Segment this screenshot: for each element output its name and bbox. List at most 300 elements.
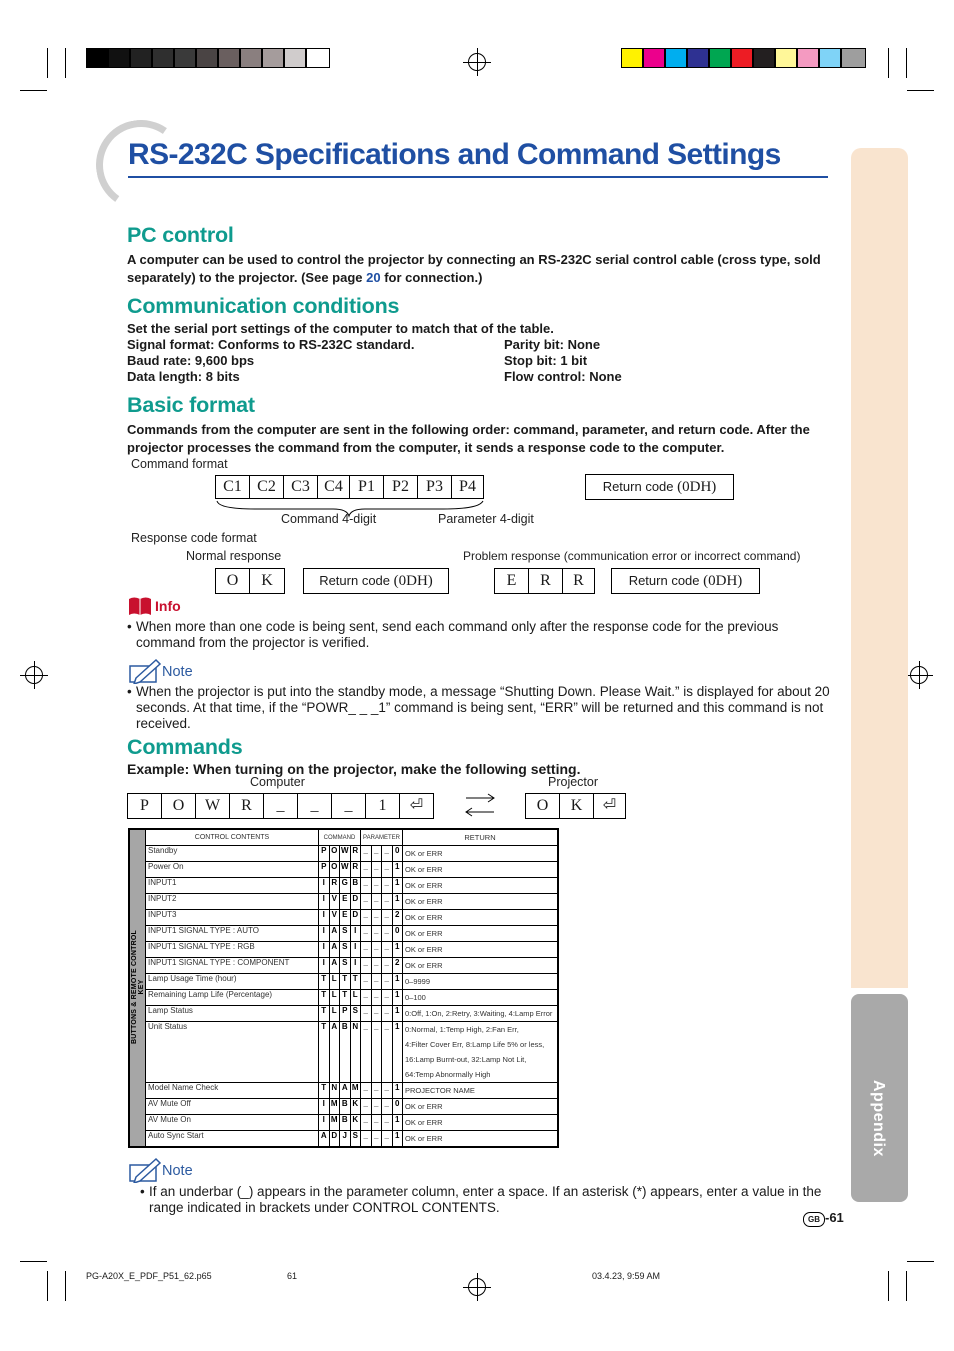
table-row (129, 846, 558, 862)
grayscale-swatch (240, 48, 262, 68)
parameter-char-cell: 1 (392, 894, 403, 910)
grayscale-swatch (262, 48, 284, 68)
parameter-char-cell: 1 (392, 878, 403, 894)
parameter-char-cell: _ (371, 894, 382, 910)
info-label: Info (155, 598, 181, 614)
color-swatch (643, 48, 665, 68)
comm-right-3: Flow control: None (504, 369, 622, 384)
parameter-char-cell: 1 (392, 942, 403, 958)
command-char-cell: B (340, 1022, 351, 1083)
command-char-cell: R (350, 846, 361, 862)
command-char-cell: S (340, 926, 351, 942)
cmd-cell: P4 (459, 478, 476, 495)
command-char-cell: L (350, 990, 361, 1006)
return-cell: PROJECTOR NAME (403, 1083, 559, 1099)
return-cell: 64:Temp Abnormally High (403, 1067, 559, 1083)
parameter-char-cell: _ (361, 910, 372, 926)
info-bullet-text: When more than one code is being sent, send each command only after the response code for the previous command from the projector is verified. (136, 619, 779, 650)
crop-mark (20, 90, 47, 91)
parameter-char-cell: _ (382, 942, 393, 958)
comm-left-2: Baud rate: 9,600 bps (127, 353, 255, 368)
parameter-char-cell: _ (361, 1099, 372, 1115)
command-cell: 1 (366, 794, 400, 818)
command-char-cell: I (319, 910, 330, 926)
grayscale-swatch (174, 48, 196, 68)
parameter-char-cell: 0 (392, 846, 403, 862)
control-contents-cell: Auto Sync Start (146, 1131, 319, 1148)
parameter-char-cell: 1 (392, 974, 403, 990)
command-char-cell: W (340, 862, 351, 878)
ok-response-boxes (215, 568, 285, 594)
command-char-cell: I (319, 1115, 330, 1131)
command-char-cell: A (329, 958, 340, 974)
command-4digit-label: Command 4-digit (281, 512, 377, 526)
color-swatch (709, 48, 731, 68)
parameter-char-cell: _ (382, 862, 393, 878)
return-cell: 0:Normal, 1:Temp High, 2:Fan Err, (403, 1022, 559, 1038)
pc-control-heading: PC control (127, 223, 234, 247)
problem-return-code-box (611, 568, 760, 594)
command-char-cell: I (319, 878, 330, 894)
crop-mark (906, 48, 907, 78)
table-row (129, 1131, 558, 1148)
normal-response-label: Normal response (186, 549, 282, 563)
parameter-char-cell: _ (382, 1006, 393, 1022)
parameter-char-cell: _ (371, 862, 382, 878)
color-swatch (621, 48, 643, 68)
crop-mark (20, 1261, 47, 1262)
header-control-contents: CONTROL CONTENTS (146, 829, 319, 846)
side-tab-label: Appendix (870, 1080, 887, 1157)
command-char-cell: D (329, 1131, 340, 1148)
return-code-label: Return code (602, 479, 674, 494)
parameter-char-cell: 2 (392, 958, 403, 974)
command-char-cell: S (340, 942, 351, 958)
response-cell: R (573, 572, 584, 589)
page-number: -61 (825, 1210, 844, 1225)
command-char-cell: L (329, 1006, 340, 1022)
registration-mark-icon (25, 666, 43, 684)
control-contents-cell: Remaining Lamp Life (Percentage) (146, 990, 319, 1006)
color-swatch (775, 48, 797, 68)
command-char-cell: T (319, 1083, 330, 1099)
crop-mark (47, 1271, 48, 1301)
command-char-cell: A (319, 1131, 330, 1148)
crop-mark (907, 90, 934, 91)
table-row (129, 910, 558, 926)
parameter-char-cell: _ (371, 1006, 382, 1022)
header-parameter: PARAMETER (361, 829, 403, 846)
cmd-cell: C4 (318, 476, 350, 498)
command-cell: W (196, 794, 230, 818)
return-cell: OK or ERR (403, 942, 559, 958)
command-char-cell: E (340, 894, 351, 910)
note-bullet-text: If an underbar (_) appears in the parameter column, enter a space. If an asterisk (*) appears, enter a value in the range indicated in brackets under CONTROL CONTENTS. (149, 1184, 822, 1215)
command-char-cell: M (329, 1115, 340, 1131)
computer-label: Computer (250, 775, 305, 789)
grayscale-swatch (86, 48, 108, 68)
note-label: Note (162, 1163, 193, 1179)
command-char-cell: T (319, 974, 330, 990)
parameter-char-cell: _ (371, 1131, 382, 1148)
crop-mark (906, 1271, 907, 1301)
command-char-cell: D (350, 894, 361, 910)
command-char-cell: I (350, 958, 361, 974)
command-char-cell: O (329, 862, 340, 878)
return-code-value: (0DH) (393, 573, 433, 589)
parameter-char-cell: _ (382, 1022, 393, 1083)
control-contents-cell: AV Mute Off (146, 1099, 319, 1115)
command-char-cell: P (319, 862, 330, 878)
control-contents-cell: INPUT3 (146, 910, 319, 926)
title-rule (128, 176, 828, 178)
parameter-char-cell: _ (361, 1115, 372, 1131)
response-cell: O (216, 569, 250, 593)
parameter-char-cell: _ (371, 910, 382, 926)
parameter-char-cell: _ (361, 862, 372, 878)
return-code-label: Return code (628, 573, 700, 588)
command-char-cell: M (329, 1099, 340, 1115)
problem-response-label: Problem response (communication error or incorrect command) (463, 549, 801, 563)
response-format-label: Response code format (131, 531, 257, 545)
header-return: RETURN (403, 829, 559, 846)
parameter-char-cell: _ (361, 1022, 372, 1083)
table-row (129, 958, 558, 974)
cmd-cell: P1 (350, 476, 384, 498)
parameter-char-cell: _ (382, 1099, 393, 1115)
return-cell: OK or ERR (403, 846, 559, 862)
commands-heading: Commands (127, 735, 243, 759)
return-cell: 0–9999 (403, 974, 559, 990)
parameter-char-cell: _ (382, 990, 393, 1006)
parameter-char-cell: 1 (392, 1131, 403, 1148)
parameter-char-cell: _ (361, 878, 372, 894)
parameter-char-cell: 1 (392, 1006, 403, 1022)
parameter-char-cell: 0 (392, 926, 403, 942)
parameter-char-cell: _ (382, 958, 393, 974)
page-link[interactable]: 20 (366, 270, 381, 285)
parameter-char-cell: 1 (392, 990, 403, 1006)
comm-right-2: Stop bit: 1 bit (504, 353, 588, 368)
grayscale-swatch (284, 48, 306, 68)
return-cell: 16:Lamp Burnt-out, 32:Lamp Not Lit, (403, 1052, 559, 1067)
parameter-char-cell: _ (382, 974, 393, 990)
command-char-cell: W (340, 846, 351, 862)
comm-left-1: Signal format: Conforms to RS-232C standard. (127, 337, 415, 352)
footer-page: 61 (287, 1271, 298, 1281)
return-key-icon: ⏎ (409, 797, 424, 814)
side-label-cell (129, 829, 146, 846)
crop-mark (65, 48, 66, 78)
command-cell: R (230, 794, 264, 818)
color-swatch (753, 48, 775, 68)
cmd-cell: P2 (384, 476, 418, 498)
parameter-char-cell: _ (382, 926, 393, 942)
crop-mark (907, 1261, 934, 1262)
return-code-label: Return code (319, 573, 391, 588)
color-swatch (797, 48, 819, 68)
color-swatch (841, 48, 866, 68)
table-header-row (129, 829, 558, 846)
command-table (128, 828, 559, 1148)
command-char-cell: D (350, 910, 361, 926)
response-cell: K (261, 572, 273, 589)
communication-heading: Communication conditions (127, 294, 400, 318)
parameter-char-cell: _ (361, 1131, 372, 1148)
parameter-char-cell: _ (382, 1115, 393, 1131)
table-row (129, 1006, 558, 1022)
table-row (129, 926, 558, 942)
command-char-cell: S (350, 1131, 361, 1148)
parameter-char-cell: _ (371, 990, 382, 1006)
command-char-cell: I (350, 942, 361, 958)
command-char-cell: P (340, 1006, 351, 1022)
command-cell: _ (264, 794, 298, 818)
parameter-char-cell: _ (371, 846, 382, 862)
table-row (129, 1099, 558, 1115)
return-cell: OK or ERR (403, 926, 559, 942)
command-char-cell: T (319, 990, 330, 1006)
grayscale-swatch (130, 48, 152, 68)
control-contents-cell: Lamp Status (146, 1006, 319, 1022)
info-bullet-dot: • (127, 619, 132, 634)
command-char-cell: L (329, 974, 340, 990)
parameter-char-cell: 2 (392, 910, 403, 926)
return-cell: OK or ERR (403, 958, 559, 974)
command-char-cell: I (319, 958, 330, 974)
command-cell: O (162, 794, 196, 818)
response-cell: K (560, 794, 594, 818)
control-contents-cell: Standby (146, 846, 319, 862)
command-char-cell: I (319, 926, 330, 942)
parameter-char-cell: _ (371, 942, 382, 958)
parameter-char-cell: 1 (392, 862, 403, 878)
registration-mark-icon (468, 1278, 486, 1296)
parameter-char-cell: 1 (392, 1083, 403, 1099)
control-contents-cell: INPUT1 SIGNAL TYPE : AUTO (146, 926, 319, 942)
control-contents-cell: Unit Status (146, 1022, 319, 1083)
pc-control-text-start: A computer can be used to control the projector by connecting an RS-232C serial control cable (cross type, sold separately) to the projector. (See page (127, 252, 821, 285)
command-char-cell: L (329, 990, 340, 1006)
registration-mark-icon (468, 53, 486, 71)
footer-file: PG-A20X_E_PDF_P51_62.p65 (86, 1271, 212, 1281)
command-char-cell: K (350, 1099, 361, 1115)
command-char-cell: B (350, 878, 361, 894)
return-code-value: (0DH) (677, 479, 717, 495)
parameter-char-cell: _ (371, 958, 382, 974)
registration-mark-icon (910, 666, 928, 684)
command-char-cell: A (329, 926, 340, 942)
table-row (129, 894, 558, 910)
command-char-cell: I (319, 1099, 330, 1115)
parameter-char-cell: 0 (392, 1099, 403, 1115)
cmd-cell: C2 (250, 476, 284, 498)
command-char-cell: R (350, 862, 361, 878)
exchange-arrows-icon (464, 790, 496, 820)
parameter-char-cell: _ (361, 1006, 372, 1022)
parameter-char-cell: _ (382, 894, 393, 910)
grayscale-swatch (306, 48, 330, 68)
parameter-char-cell: _ (371, 1115, 382, 1131)
return-cell: 0:Off, 1:On, 2:Retry, 3:Waiting, 4:Lamp Error (403, 1006, 559, 1022)
command-char-cell: N (329, 1083, 340, 1099)
crop-mark (888, 1271, 889, 1301)
parameter-char-cell: _ (361, 990, 372, 1006)
parameter-char-cell: _ (382, 910, 393, 926)
note-label: Note (162, 664, 193, 680)
table-row (129, 990, 558, 1006)
comm-left-3: Data length: 8 bits (127, 369, 240, 384)
control-contents-cell: Model Name Check (146, 1083, 319, 1099)
return-cell: OK or ERR (403, 1131, 559, 1148)
return-cell: OK or ERR (403, 1115, 559, 1131)
crop-mark (65, 1271, 66, 1301)
parameter-char-cell: _ (371, 1099, 382, 1115)
command-format-label: Command format (131, 457, 228, 471)
command-char-cell: V (329, 910, 340, 926)
command-char-cell: G (340, 878, 351, 894)
command-char-cell: V (329, 894, 340, 910)
parameter-char-cell: _ (371, 1083, 382, 1099)
parameter-char-cell: _ (371, 926, 382, 942)
return-cell: OK or ERR (403, 910, 559, 926)
parameter-char-cell: _ (382, 878, 393, 894)
return-cell: OK or ERR (403, 894, 559, 910)
computer-command-boxes (127, 793, 434, 819)
grayscale-swatch (218, 48, 240, 68)
command-char-cell: O (329, 846, 340, 862)
return-cell: 4:Filter Cover Err, 8:Lamp Life 5% or less, (403, 1037, 559, 1052)
return-cell: OK or ERR (403, 862, 559, 878)
control-contents-cell: INPUT1 (146, 878, 319, 894)
parameter-char-cell: _ (361, 846, 372, 862)
command-cell: P (128, 794, 162, 818)
response-cell: R (529, 569, 563, 593)
commands-example: Example: When turning on the projector, make the following setting. (127, 761, 581, 777)
command-cell: _ (332, 794, 366, 818)
cmd-cell: P3 (418, 476, 452, 498)
pc-control-text (127, 251, 827, 287)
command-char-cell: A (329, 1022, 340, 1083)
color-swatch (731, 48, 753, 68)
command-char-cell: A (329, 942, 340, 958)
grayscale-swatch (196, 48, 218, 68)
control-contents-cell: Power On (146, 862, 319, 878)
gb-badge: GB (803, 1212, 825, 1227)
control-contents-cell: INPUT2 (146, 894, 319, 910)
basic-format-heading: Basic format (127, 393, 255, 417)
command-char-cell: T (340, 974, 351, 990)
projector-response-boxes (525, 793, 626, 819)
footer-date: 03.4.23, 9:59 AM (592, 1271, 661, 1281)
cmd-cell: C1 (216, 476, 250, 498)
projector-label: Projector (548, 775, 599, 789)
command-char-cell: M (350, 1083, 361, 1099)
control-contents-cell: AV Mute On (146, 1115, 319, 1131)
command-char-cell: I (350, 926, 361, 942)
command-char-cell: T (319, 1022, 330, 1083)
note-bullet-text: When the projector is put into the standby mode, a message “Shutting Down. Please Wait.” is displayed for about 20 seconds. At that time, if the “POWR_ _ _1” command is being sent, “ERR” will be returned and this command is not received. (136, 684, 830, 731)
parameter-char-cell: _ (371, 1022, 382, 1083)
command-cell: _ (298, 794, 332, 818)
command-char-cell: S (340, 958, 351, 974)
crop-mark (47, 48, 48, 78)
command-char-cell: R (329, 878, 340, 894)
err-response-boxes (494, 568, 595, 594)
command-char-cell: I (319, 942, 330, 958)
parameter-char-cell: 1 (392, 1022, 403, 1083)
parameter-4digit-label: Parameter 4-digit (438, 512, 534, 526)
command-char-cell: B (340, 1115, 351, 1131)
parameter-char-cell: _ (371, 878, 382, 894)
pc-control-text-end: for connection.) (380, 270, 483, 285)
color-swatch (665, 48, 687, 68)
command-char-cell: T (340, 990, 351, 1006)
table-row (129, 942, 558, 958)
side-tab-decoration (851, 148, 908, 988)
response-cell: E (495, 569, 529, 593)
command-char-cell: I (319, 894, 330, 910)
basic-format-text: Commands from the computer are sent in the following order: command, parameter, and return code. After the projector processes the command from the computer, it sends a response code to the computer. (127, 422, 810, 455)
command-char-cell: T (350, 974, 361, 990)
command-char-cell: S (350, 1006, 361, 1022)
command-char-cell: E (340, 910, 351, 926)
control-contents-cell: INPUT1 SIGNAL TYPE : RGB (146, 942, 319, 958)
parameter-char-cell: _ (361, 894, 372, 910)
parameter-char-cell: _ (382, 846, 393, 862)
return-cell: 0–100 (403, 990, 559, 1006)
comm-right-1: Parity bit: None (504, 337, 601, 352)
command-char-cell: B (340, 1099, 351, 1115)
cmd-cell: C3 (284, 476, 318, 498)
pencil-note-icon (128, 1157, 162, 1183)
parameter-char-cell: _ (371, 974, 382, 990)
parameter-char-cell: 1 (392, 1115, 403, 1131)
grayscale-swatch (152, 48, 174, 68)
table-row (129, 1022, 558, 1038)
parameter-char-cell: _ (382, 1131, 393, 1148)
table-row (129, 878, 558, 894)
parameter-char-cell: _ (382, 1083, 393, 1099)
page-title: RS-232C Specifications and Command Settings (128, 138, 781, 171)
table-row (129, 974, 558, 990)
parameter-char-cell: _ (361, 974, 372, 990)
color-swatch (819, 48, 841, 68)
return-key-icon: ⏎ (602, 797, 617, 814)
book-icon (128, 596, 152, 616)
parameter-char-cell: _ (361, 1083, 372, 1099)
command-char-cell: T (319, 1006, 330, 1022)
parameter-char-cell: _ (361, 926, 372, 942)
command-format-boxes (215, 475, 484, 499)
response-cell: O (526, 794, 560, 818)
pencil-note-icon (128, 658, 162, 684)
return-cell: OK or ERR (403, 1099, 559, 1115)
control-contents-cell: INPUT1 SIGNAL TYPE : COMPONENT (146, 958, 319, 974)
parameter-char-cell: _ (361, 942, 372, 958)
crop-mark (888, 48, 889, 78)
comm-intro: Set the serial port settings of the computer to match that of the table. (127, 321, 554, 336)
command-char-cell: K (350, 1115, 361, 1131)
note-bullet-dot: • (127, 684, 132, 699)
return-code-box (585, 474, 734, 500)
header-command: COMMAND (319, 829, 361, 846)
command-char-cell: N (350, 1022, 361, 1083)
side-vertical-label: BUTTONS & REMOTE CONTROL KEY (131, 930, 145, 1044)
parameter-char-cell: _ (361, 958, 372, 974)
command-char-cell: A (340, 1083, 351, 1099)
color-swatch (687, 48, 709, 68)
